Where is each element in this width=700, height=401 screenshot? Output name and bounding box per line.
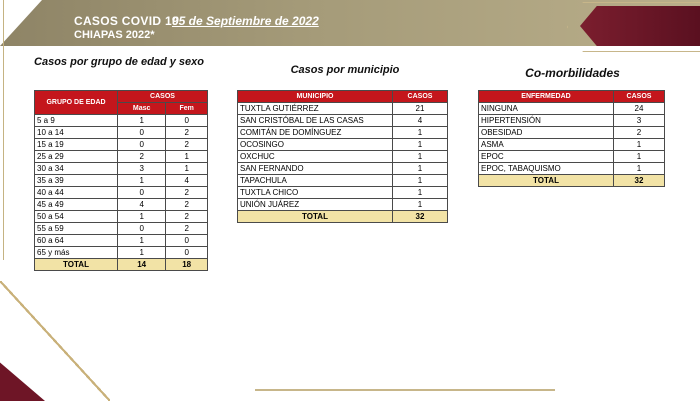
age-group-header: GRUPO DE EDAD (35, 91, 118, 115)
age-row (35, 139, 208, 151)
comorb-table-body (479, 103, 665, 175)
comorb-table-title: Co-morbilidades (525, 66, 620, 80)
age-cell-group: 30 a 34 (35, 163, 118, 175)
header-subtitle: CHIAPAS 2022* (74, 29, 155, 41)
comorb-cell-name: EPOC (479, 151, 614, 163)
muni-cell-cases: 1 (393, 139, 448, 151)
age-total-fem: 18 (166, 259, 208, 271)
age-row (35, 235, 208, 247)
comorb-total-label: TOTAL (479, 175, 614, 187)
comorb-row (479, 103, 665, 115)
age-table-body (35, 115, 208, 259)
muni-row (238, 127, 448, 139)
age-cell-fem: 2 (166, 127, 208, 139)
age-row (35, 175, 208, 187)
age-cell-group: 15 a 19 (35, 139, 118, 151)
comorb-cell-cases: 2 (614, 127, 665, 139)
muni-cases-header: CASOS (393, 91, 448, 103)
age-row (35, 247, 208, 259)
muni-cell-cases: 4 (393, 115, 448, 127)
age-cell-fem: 2 (166, 211, 208, 223)
banner-notch (0, 0, 42, 46)
age-row (35, 115, 208, 127)
muni-cell-cases: 1 (393, 127, 448, 139)
age-cell-group: 65 y más (35, 247, 118, 259)
comorb-row (479, 127, 665, 139)
muni-row (238, 103, 448, 115)
age-table-title: Casos por grupo de edad y sexo (34, 56, 204, 68)
age-cell-group: 45 a 49 (35, 199, 118, 211)
muni-cell-cases: 1 (393, 175, 448, 187)
muni-table-body (238, 103, 448, 211)
comorb-cell-name: OBESIDAD (479, 127, 614, 139)
muni-cell-name: OCOSINGO (238, 139, 393, 151)
comorb-cell-cases: 1 (614, 163, 665, 175)
age-cases-header: CASOS (118, 91, 208, 103)
header-title: CASOS COVID 19 (74, 14, 179, 28)
age-cell-masc: 4 (118, 199, 166, 211)
age-row (35, 127, 208, 139)
muni-table-title: Casos por municipio (290, 64, 400, 76)
age-cell-fem: 0 (166, 247, 208, 259)
muni-total-label: TOTAL (238, 211, 393, 223)
age-cell-masc: 1 (118, 115, 166, 127)
age-cell-group: 10 a 14 (35, 127, 118, 139)
age-total-label: TOTAL (35, 259, 118, 271)
muni-cell-cases: 1 (393, 187, 448, 199)
comorb-cell-name: NINGUNA (479, 103, 614, 115)
muni-row (238, 187, 448, 199)
age-cell-masc: 0 (118, 223, 166, 235)
age-row (35, 199, 208, 211)
age-total-row (35, 259, 208, 271)
muni-row (238, 115, 448, 127)
muni-row (238, 151, 448, 163)
age-cell-fem: 1 (166, 151, 208, 163)
age-masc-header: Masc (118, 103, 166, 115)
header-date: 05 de Septiembre de 2022 (172, 14, 319, 28)
age-cell-fem: 2 (166, 223, 208, 235)
age-cell-fem: 0 (166, 115, 208, 127)
muni-total-value: 32 (393, 211, 448, 223)
comorb-cases-header: CASOS (614, 91, 665, 103)
age-row (35, 211, 208, 223)
comorb-cell-name: ASMA (479, 139, 614, 151)
side-line-decoration (3, 0, 4, 260)
comorb-cell-name: HIPERTENSIÓN (479, 115, 614, 127)
muni-cell-name: SAN FERNANDO (238, 163, 393, 175)
age-row (35, 151, 208, 163)
age-cell-group: 60 a 64 (35, 235, 118, 247)
comorb-header: ENFERMEDAD (479, 91, 614, 103)
age-row (35, 163, 208, 175)
age-cell-fem: 2 (166, 139, 208, 151)
comorb-cell-cases: 1 (614, 151, 665, 163)
age-cell-masc: 2 (118, 151, 166, 163)
banner-maroon-decoration (580, 6, 700, 46)
muni-total-row (238, 211, 448, 223)
age-cell-group: 40 a 44 (35, 187, 118, 199)
muni-cell-name: UNIÓN JUÁREZ (238, 199, 393, 211)
comorb-cell-name: EPOC, TABAQUISMO (479, 163, 614, 175)
muni-cell-name: SAN CRISTÓBAL DE LAS CASAS (238, 115, 393, 127)
muni-cell-name: TUXTLA CHICO (238, 187, 393, 199)
muni-cell-cases: 1 (393, 199, 448, 211)
age-row (35, 187, 208, 199)
age-cell-group: 5 a 9 (35, 115, 118, 127)
comorb-row (479, 151, 665, 163)
age-cell-masc: 1 (118, 247, 166, 259)
age-fem-header: Fem (166, 103, 208, 115)
muni-cell-name: TAPACHULA (238, 175, 393, 187)
age-cell-masc: 0 (118, 187, 166, 199)
comorb-total-row (479, 175, 665, 187)
comorb-row (479, 115, 665, 127)
muni-row (238, 139, 448, 151)
age-cell-fem: 2 (166, 187, 208, 199)
muni-row (238, 163, 448, 175)
muni-row (238, 175, 448, 187)
age-cell-masc: 1 (118, 211, 166, 223)
comorb-table (478, 90, 665, 187)
age-cell-masc: 0 (118, 139, 166, 151)
age-cell-group: 55 a 59 (35, 223, 118, 235)
age-table (34, 90, 208, 271)
age-cell-fem: 4 (166, 175, 208, 187)
muni-row (238, 199, 448, 211)
age-cell-group: 35 a 39 (35, 175, 118, 187)
comorb-cell-cases: 24 (614, 103, 665, 115)
comorb-row (479, 163, 665, 175)
age-total-masc: 14 (118, 259, 166, 271)
age-cell-fem: 2 (166, 199, 208, 211)
muni-cell-name: OXCHUC (238, 151, 393, 163)
comorb-cell-cases: 1 (614, 139, 665, 151)
age-cell-masc: 1 (118, 235, 166, 247)
footer-line-decoration (255, 389, 555, 391)
age-cell-masc: 1 (118, 175, 166, 187)
muni-cell-name: COMITÁN DE DOMÍNGUEZ (238, 127, 393, 139)
age-cell-masc: 3 (118, 163, 166, 175)
muni-cell-cases: 1 (393, 163, 448, 175)
age-cell-fem: 0 (166, 235, 208, 247)
age-cell-group: 25 a 29 (35, 151, 118, 163)
muni-table (237, 90, 448, 223)
comorb-cell-cases: 3 (614, 115, 665, 127)
age-cell-masc: 0 (118, 127, 166, 139)
comorb-total-value: 32 (614, 175, 665, 187)
muni-header: MUNICIPIO (238, 91, 393, 103)
comorb-row (479, 139, 665, 151)
muni-cell-cases: 1 (393, 151, 448, 163)
age-row (35, 223, 208, 235)
muni-cell-name: TUXTLA GUTIÉRREZ (238, 103, 393, 115)
age-cell-group: 50 a 54 (35, 211, 118, 223)
muni-cell-cases: 21 (393, 103, 448, 115)
age-cell-fem: 1 (166, 163, 208, 175)
